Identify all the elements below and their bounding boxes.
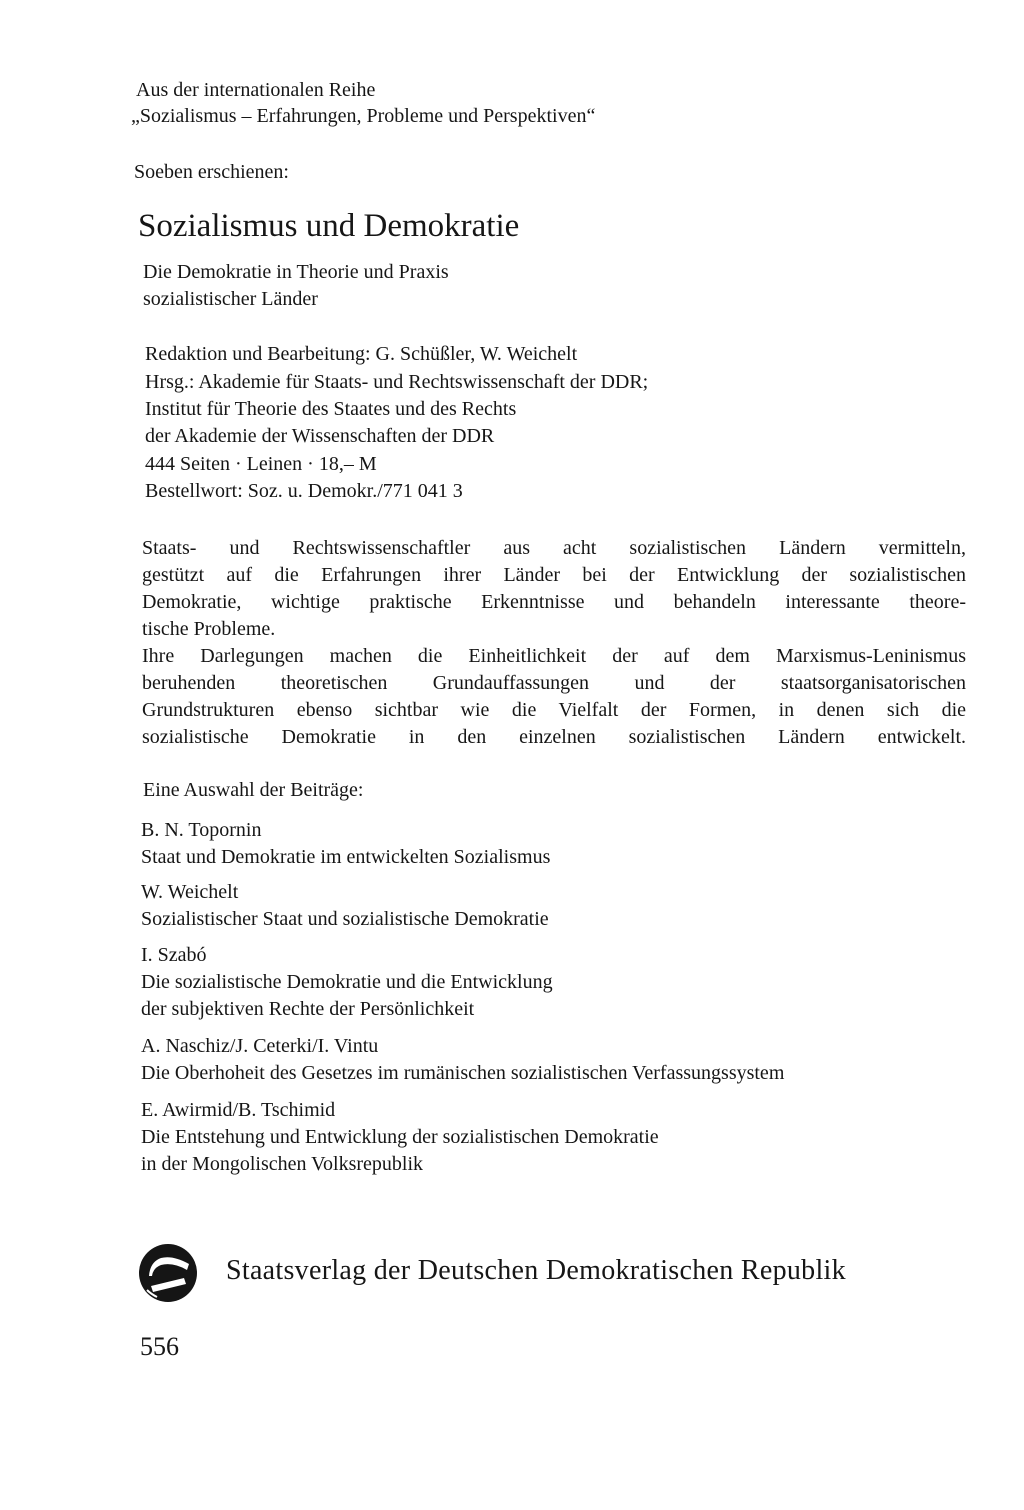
contribution-author: A. Naschiz/J. Ceterki/I. Vintu — [141, 1035, 379, 1057]
contribution-title: Staat und Demokratie im entwickelten Sozialismus — [141, 846, 551, 868]
paragraph-line: Staats- und Rechtswissenschaftler aus acht sozialistischen Ländern vermitteln, — [142, 537, 966, 559]
contribution-title: Die Entstehung und Entwicklung der sozialistischen Demokratie — [141, 1126, 659, 1148]
publisher-name: Staatsverlag der Deutschen Demokratischen Republik — [226, 1255, 846, 1286]
contribution-author: E. Awirmid/B. Tschimid — [141, 1099, 336, 1121]
book-subtitle-line: Die Demokratie in Theorie und Praxis — [143, 261, 449, 283]
description-paragraph — [142, 535, 966, 643]
contribution-author: W. Weichelt — [141, 881, 239, 903]
series-intro: Aus der internationalen Reihe — [136, 79, 376, 101]
contribution-title: der subjektiven Rechte der Persönlichkeit — [141, 998, 475, 1020]
book-order-code: Bestellwort: Soz. u. Demokr./771 041 3 — [145, 480, 463, 502]
series-name: „Sozialismus – Erfahrungen, Probleme und Perspektiven“ — [131, 105, 596, 127]
paragraph-line: beruhenden theoretischen Grundauffassungen und der staatsorganisatorischen — [142, 672, 966, 694]
paragraph-line: Demokratie, wichtige praktische Erkenntnisse und behandeln interessante theore- — [142, 591, 966, 613]
contribution-title: Sozialistischer Staat und sozialistische Demokratie — [141, 908, 549, 930]
paragraph-line: sozialistische Demokratie in den einzelnen sozialistischen Ländern entwickelt. — [142, 726, 966, 748]
paragraph-line: Ihre Darlegungen machen die Einheitlichkeit der auf dem Marxismus-Leninismus — [142, 645, 966, 667]
contribution-author: B. N. Topornin — [141, 819, 262, 841]
contribution-title: in der Mongolischen Volksrepublik — [141, 1153, 424, 1175]
book-publisher-institution: Institut für Theorie des Staates und des Rechts — [145, 398, 517, 420]
contributions-heading: Eine Auswahl der Beiträge: — [143, 779, 364, 801]
book-publisher-institution: Hrsg.: Akademie für Staats- und Rechtswissenschaft der DDR; — [145, 371, 649, 393]
paragraph-line: tische Probleme. — [142, 618, 276, 640]
contribution-title: Die Oberhoheit des Gesetzes im rumänischen sozialistischen Verfassungssystem — [141, 1062, 785, 1084]
book-subtitle-line: sozialistischer Länder — [143, 288, 318, 310]
page-number: 556 — [140, 1332, 179, 1361]
contribution-author: I. Szabó — [141, 944, 207, 966]
book-title: Sozialismus und Demokratie — [138, 208, 520, 244]
book-pages-binding-price: 444 Seiten · Leinen · 18,– M — [145, 453, 377, 475]
paragraph-line: gestützt auf die Erfahrungen ihrer Länder bei der Entwicklung der sozialistischen — [142, 564, 966, 586]
book-editors: Redaktion und Bearbeitung: G. Schüßler, W. Weichelt — [145, 343, 578, 365]
contribution-title: Die sozialistische Demokratie und die Entwicklung — [141, 971, 553, 993]
book-publisher-institution: der Akademie der Wissenschaften der DDR — [145, 425, 495, 447]
paragraph-line: Grundstrukturen ebenso sichtbar wie die Vielfalt der Formen, in denen sich die — [142, 699, 966, 721]
description-paragraph — [142, 643, 966, 751]
publisher-flag-logo-icon — [137, 1242, 199, 1304]
announcement-label: Soeben erschienen: — [134, 161, 289, 183]
